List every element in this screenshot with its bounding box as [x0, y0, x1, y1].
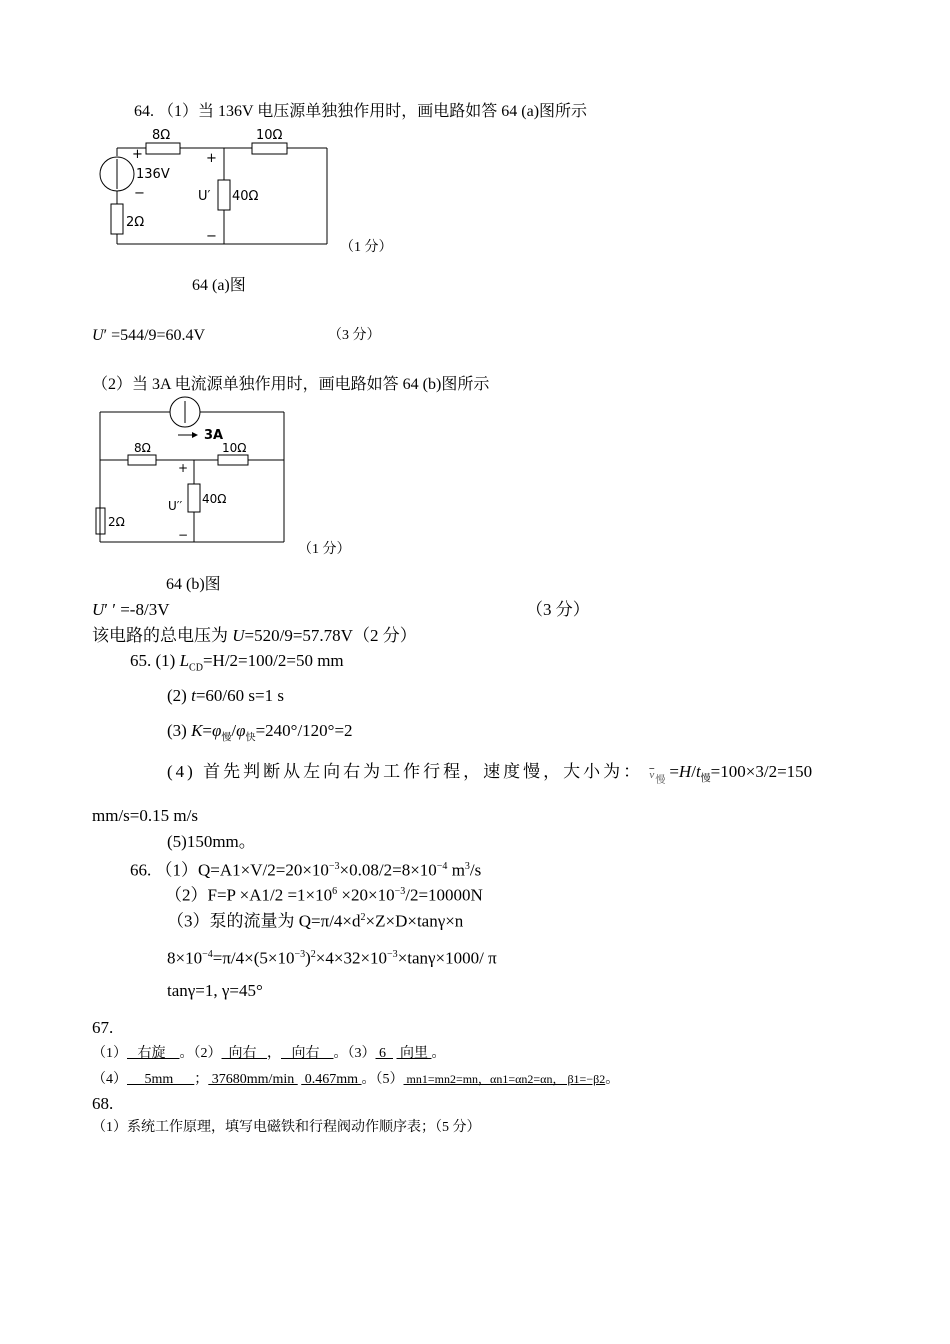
q66-l1-d: /s — [469, 860, 482, 880]
q64-total-value: =520/9=57.78V（2 分） — [244, 626, 417, 645]
q67-r2-p2: ； — [194, 1072, 209, 1087]
q64-caption-a: 64 (a)图 — [192, 277, 246, 294]
q65-l1-prefix: (1) — [155, 651, 180, 670]
q67-r1-p3: ， — [267, 1046, 281, 1061]
q65-line3 — [167, 721, 353, 748]
fig-a-r40-label: 40Ω — [232, 189, 259, 204]
q66-l2-exp1: 6 — [332, 886, 338, 897]
q65-l2-prefix: (2) — [167, 686, 192, 705]
q66-l2-b: ×20×10 — [337, 885, 395, 905]
q67-answer-4b: 37680mm/min — [208, 1072, 298, 1087]
fig-b-r8-label: 8Ω — [134, 441, 151, 455]
q67-answer-5: mn1=mn2=mn，αn1=αn2=αn， β1=−β2 — [403, 1072, 606, 1086]
q66-line2 — [165, 882, 483, 906]
q67-r1-p6: 。 — [431, 1046, 446, 1061]
q65-l4-text: (4) 首先判断从左向右为工作行程，速度慢，大小为： — [167, 762, 644, 781]
q66-l1-exp3: 3 — [464, 861, 470, 872]
q65-l4-slash: / — [691, 762, 696, 781]
q65-l4-tsub: 慢 — [700, 773, 711, 785]
q67-r1-p2: 。（2） — [179, 1046, 222, 1061]
q67-r1-p4: 。（3） — [333, 1046, 376, 1061]
q65-l3-phi2: φ — [236, 721, 246, 740]
q67-r2-p4: 。（5） — [361, 1072, 404, 1087]
q65-l3-phi1: φ — [212, 721, 222, 740]
q66-l4-c: ) — [305, 948, 311, 968]
q66-l1-exp2: −4 — [436, 861, 448, 872]
q65-l4-h: H — [678, 762, 692, 781]
q67-answer-2a: 向右 — [221, 1046, 267, 1061]
circuit-64b — [96, 396, 296, 546]
q64-u1-line — [92, 326, 205, 346]
q67-r2-p1: （4） — [92, 1072, 127, 1087]
q64-part1-text: （1）当 136V 电压源单独独作用时，画电路如答 64 (a)图所示 — [158, 103, 588, 120]
fig-b-r2-label: 2Ω — [108, 515, 125, 529]
q67-r2-p5: 。 — [605, 1072, 620, 1087]
q66-l1-a: （1）Q=A1×V/2=20×10 — [155, 860, 329, 880]
q65-l4-continued: mm/s=0.15 m/s — [92, 806, 198, 825]
q66-l4-exp2: −3 — [294, 949, 306, 960]
fig-a-u-label: U′ — [198, 189, 211, 204]
q65-l1-value: =H/2=100/2=50 mm — [202, 651, 344, 670]
q67-row1 — [92, 1044, 446, 1064]
q64-part1-line — [134, 102, 587, 122]
q65-l2-symbol: t — [191, 686, 196, 705]
q66-l1-b: ×0.08/2=8×10 — [339, 860, 437, 880]
q66-l4-exp4: −3 — [387, 949, 398, 960]
q67-row2 — [92, 1069, 619, 1090]
q66-line5: tanγ=1, γ=45° — [167, 981, 263, 1000]
q66-l3-exp: 2 — [360, 912, 366, 923]
q66-line1 — [130, 857, 481, 881]
q66-l4-exp3: 2 — [310, 949, 316, 960]
q65-l2-value: =60/60 s=1 s — [195, 686, 284, 705]
fig-a-u-minus: − — [206, 229, 217, 244]
q66-l2-c: /2=10000N — [405, 885, 483, 905]
q66-l2-a: （2）F=P ×A1/2 =1×10 — [165, 885, 333, 905]
q67-answer-4c: 0.467mm — [301, 1072, 362, 1087]
q64-score-fig-a: （1 分） — [340, 240, 393, 255]
q64-score-u1: （3 分） — [328, 328, 381, 343]
q64-u2-line — [92, 600, 169, 620]
q66-l4-exp1: −4 — [202, 949, 213, 960]
circuit-64a — [100, 126, 340, 246]
q66-line3 — [167, 908, 463, 932]
q67-answer-3b: 向里 — [396, 1046, 432, 1061]
q65-line2 — [167, 686, 284, 706]
q66-l4-b: =π/4×(5×10 — [212, 948, 295, 968]
q67-answer-2b: 向右 — [281, 1046, 334, 1061]
q65-l1-symbol: L — [179, 651, 190, 670]
q65-l3-k: K — [191, 721, 203, 740]
q65-number: 65. — [130, 651, 152, 670]
q65-line5: (5)150mm。 — [167, 832, 256, 851]
q66-number: 66. — [130, 860, 152, 880]
q65-l4-vsub: 慢 — [655, 775, 666, 786]
q64-score-fig-b: （1 分） — [298, 542, 351, 557]
fig-b-u-plus: + — [178, 461, 189, 475]
q65-line1 — [130, 651, 344, 678]
fig-a-r2-label: 2Ω — [126, 215, 145, 230]
fig-b-r40-label: 40Ω — [202, 492, 227, 506]
q65-l3-value: =240°/120°=2 — [255, 721, 353, 740]
q65-l4-v: $\overline{v}$ — [649, 769, 655, 781]
fig-a-r10-label: 10Ω — [256, 128, 283, 143]
fig-a-src-minus: − — [134, 186, 145, 201]
q66-l3-a: （3）泵的流量为 Q=π/4×d — [167, 911, 361, 931]
fig-a-u-plus: + — [206, 151, 217, 166]
q67-number: 67. — [92, 1018, 114, 1037]
q66-l3-b: ×Z×D×tanγ×n — [365, 911, 464, 931]
q66-l4-a: 8×10 — [167, 948, 203, 968]
fig-a-r8-label: 8Ω — [152, 128, 171, 143]
q64-caption-b: 64 (b)图 — [166, 576, 221, 593]
q64-part2-text: （2）当 3A 电流源单独作用时，画电路如答 64 (b)图所示 — [92, 376, 490, 393]
q65-l3-sub1: 慢 — [221, 732, 232, 744]
q68-number: 68. — [92, 1094, 114, 1113]
q65-l3-slash: / — [231, 721, 237, 740]
fig-a-src-plus: + — [132, 147, 143, 162]
q67-r1-p1: （1） — [92, 1046, 127, 1061]
q65-l4-v-slow — [647, 757, 669, 786]
q64-u1-value: ′ =544/9=60.4V — [103, 327, 206, 344]
q64-u2-value: ′ ′ =-8/3V — [104, 600, 170, 619]
fig-b-u-minus: − — [178, 528, 189, 542]
q67-answer-1: 右旋 — [127, 1046, 180, 1061]
q64-u1-symbol: U — [92, 327, 104, 344]
q65-l4-value: =100×3/2=150 — [710, 762, 813, 781]
q64-total-line — [92, 626, 417, 646]
q64-total-prefix: 该电路的总电压为 — [92, 626, 233, 645]
fig-b-src-label: 3A — [204, 428, 224, 443]
fig-a-src-label: 136V — [136, 167, 170, 182]
q66-l4-d: ×4×32×10 — [315, 948, 388, 968]
q66-l1-exp1: −3 — [328, 861, 340, 872]
q65-l3-sub2: 快 — [245, 732, 256, 744]
q65-line4 — [167, 757, 812, 789]
q65-l1-sub: CD — [189, 662, 203, 674]
fig-b-u-label: U′′ — [168, 499, 183, 513]
q67-answer-4a: 5mm — [127, 1072, 195, 1087]
q66-l4-e: ×tanγ×1000/ π — [397, 948, 497, 968]
q64-score-u2: （3 分） — [526, 600, 590, 619]
q64-u2-symbol: U — [92, 600, 105, 619]
q66-l1-c: m — [447, 860, 465, 880]
q65-l4-t: t — [695, 762, 701, 781]
q66-l2-exp2: −3 — [394, 886, 406, 897]
fig-b-r10-label: 10Ω — [222, 441, 247, 455]
q68-line1: （1）系统工作原理，填写电磁铁和行程阀动作顺序表；（5 分） — [92, 1120, 481, 1135]
q65-l3-eq: = — [202, 721, 213, 740]
q64-number: 64. — [134, 103, 154, 120]
q66-line4 — [167, 945, 497, 969]
q67-answer-3a: 6 — [375, 1046, 393, 1061]
q64-total-symbol: U — [232, 626, 245, 645]
q65-l4-eq: = — [669, 762, 679, 781]
q65-l3-prefix: (3) — [167, 721, 192, 740]
